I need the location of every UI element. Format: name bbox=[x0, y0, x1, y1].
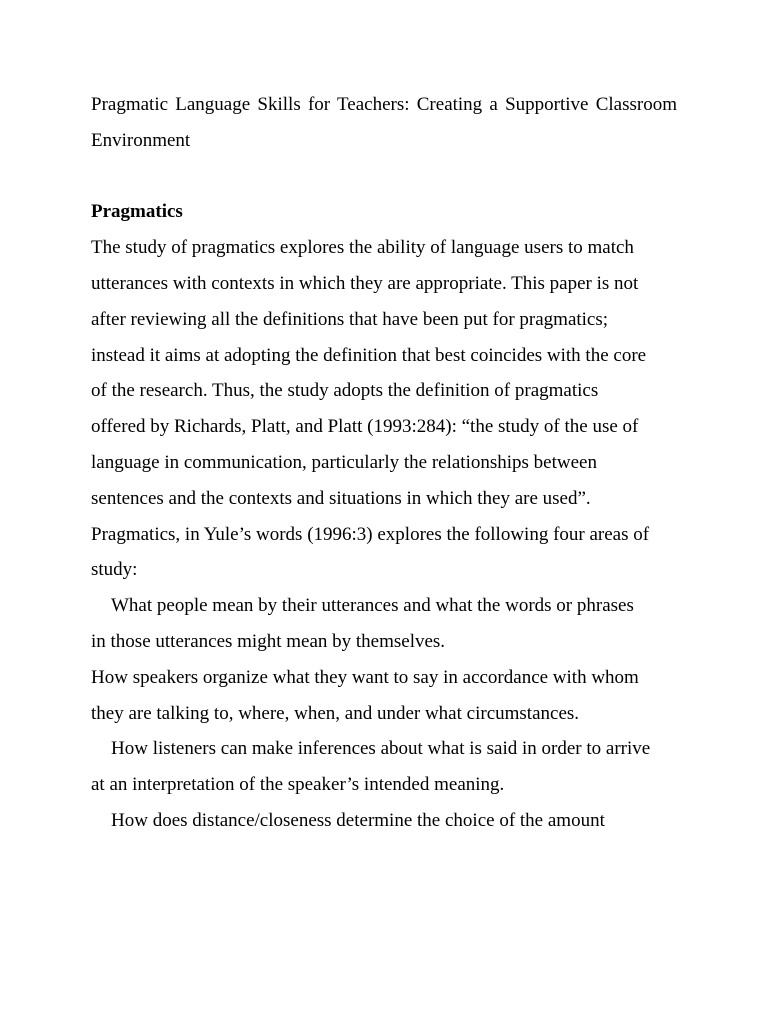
area-item-2: How speakers organize what they want to say in accordance with whom they are talking to, where, when, and under what circumstances. bbox=[91, 666, 639, 724]
area-item-4: How does distance/closeness determine the choice of the amount bbox=[111, 809, 605, 831]
paragraph-definition: The study of pragmatics explores the ability of language users to match utterances with contexts in which they are appropriate. This paper is not after reviewing all the definitions that have been put for pragmatics; instead it aims at adopting the definition that best coincides with the core of the research. Thus, the study adopts the definition of pragmatics offered by Richards, Platt, and Platt (1993:284): “the study of the use of language in communication, particularly the relationships between sentences and the contexts and situations in which they are used”. bbox=[91, 237, 647, 509]
section-heading: Pragmatics bbox=[91, 201, 183, 223]
paragraph-yule-intro: Pragmatics, in Yule’s words (1996:3) explores the following four areas of study: bbox=[91, 523, 650, 581]
spacer bbox=[91, 159, 677, 195]
document-title: Pragmatic Language Skills for Teachers: Creating a Supportive Classroom Environment bbox=[91, 94, 677, 151]
area-item-3: How listeners can make inferences about what is said in order to arrive at an interpretation of the speaker’s intended meaning. bbox=[91, 738, 651, 796]
area-item-1: What people mean by their utterances and what the words or phrases in those utterances might mean by themselves. bbox=[91, 595, 634, 652]
document-body bbox=[91, 87, 677, 839]
